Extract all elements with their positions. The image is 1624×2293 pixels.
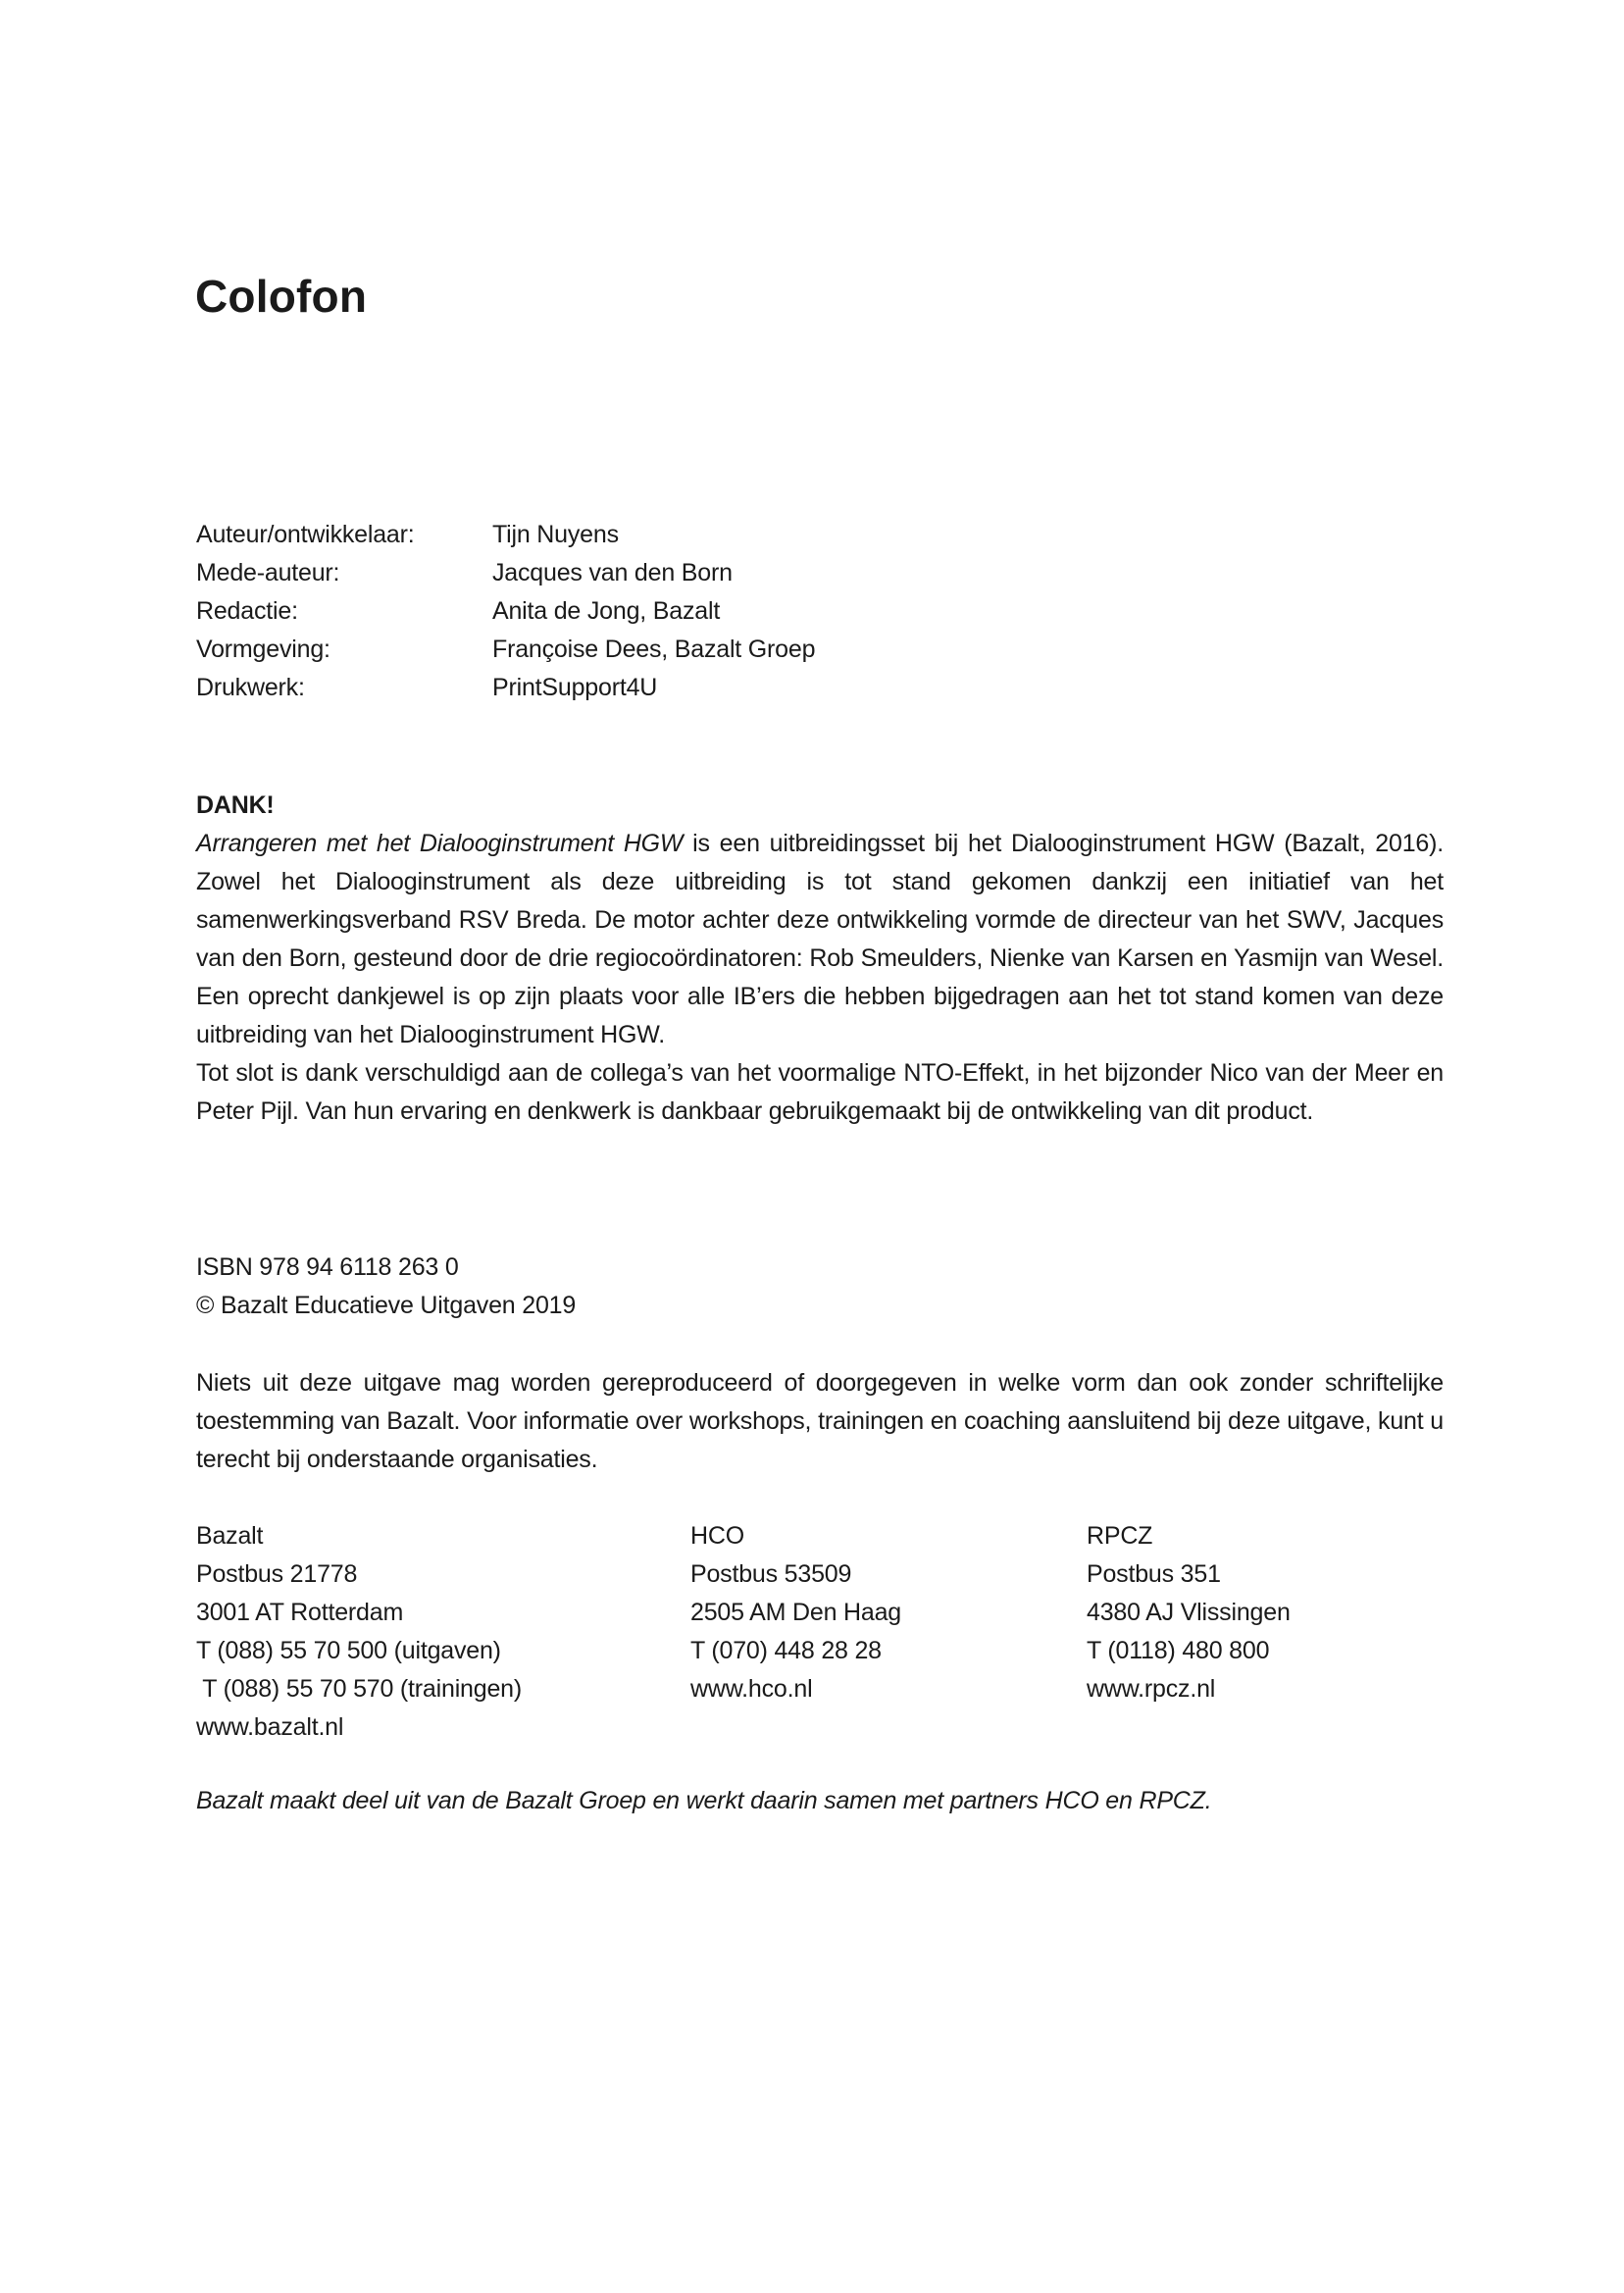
org-postbus: Postbus 53509 [690,1560,852,1588]
website-link[interactable]: www.rpcz.nl [1087,1675,1216,1703]
acknowledgements-text: is een uitbreidingsset bij het Dialooginstrument HGW (Bazalt, 2016). Zowel het Dialooginstrument als deze uitbreiding is tot stand gekomen dankzij een initiatief van het samenwerkingsverband RSV Breda. De motor achter deze ontwikkeling vormde de directeur van het SWV, Jacques van den Born, gesteund door de drie regiocoördinatoren: Rob Smeulders, Nienke van Karsen en Yasmijn van Wesel. Een oprecht dankjewel is op zijn plaats voor alle IB’ers die hebben bijgedragen aan het tot stand komen van deze uitbreiding van het Dialooginstrument HGW. [196,830,1444,1048]
acknowledgements-section [196,787,1444,1131]
org-website-link[interactable] [1087,1670,1291,1708]
credit-label: Redactie: [196,597,298,625]
org-postbus: Postbus 21778 [196,1560,358,1588]
organisation-addresses [196,1517,1444,1753]
credit-label: Drukwerk: [196,674,305,701]
credits-list [196,516,815,707]
org-website-link[interactable] [690,1670,901,1708]
isbn-block [196,1248,576,1325]
org-phone: T (070) 448 28 28 [690,1637,882,1664]
credit-label: Vormgeving: [196,636,330,663]
org-phone: T (0118) 480 800 [1087,1637,1270,1664]
acknowledgements-heading: DANK! [196,791,275,819]
org-city: 2505 AM Den Haag [690,1599,902,1626]
product-title-italic: Arrangeren met het Dialooginstrument HGW [196,830,684,857]
credit-label: Auteur/ontwikkelaar: [196,521,415,548]
credit-value: Françoise Dees, Bazalt Groep [492,636,816,663]
org-website-link[interactable] [196,1708,522,1747]
credit-value: Jacques van den Born [492,559,733,586]
acknowledgements-paragraph-1 [196,825,1444,1054]
address-rpcz [1087,1517,1291,1708]
credit-value: PrintSupport4U [492,674,658,701]
org-name: RPCZ [1087,1522,1153,1550]
website-link[interactable]: www.hco.nl [690,1675,813,1703]
credit-value: Tijn Nuyens [492,521,619,548]
credit-label: Mede-auteur: [196,559,340,586]
isbn-number: ISBN 978 94 6118 263 0 [196,1253,459,1281]
credit-row-design [196,631,815,669]
credit-value: Anita de Jong, Bazalt [492,597,721,625]
credit-row-author [196,516,815,554]
org-phone: T (088) 55 70 500 (uitgaven) [196,1637,501,1664]
credit-row-editing [196,592,815,631]
group-membership-note: Bazalt maakt deel uit van de Bazalt Groep en werkt daarin samen met partners HCO en RPCZ. [196,1787,1212,1814]
rights-statement: Niets uit deze uitgave mag worden gereproduceerd of doorgegeven in welke vorm dan ook zonder schriftelijke toestemming van Bazalt. Voor informatie over workshops, trainingen en coaching aansluitend bij deze uitgave, kunt u terecht bij onderstaande organisaties. [196,1369,1444,1473]
org-city: 4380 AJ Vlissingen [1087,1599,1291,1626]
org-postbus: Postbus 351 [1087,1560,1221,1588]
credit-row-co-author [196,554,815,592]
org-name: Bazalt [196,1522,264,1550]
org-city: 3001 AT Rotterdam [196,1599,404,1626]
address-bazalt [196,1517,522,1747]
address-hco [690,1517,901,1708]
page-title: Colofon [195,271,368,322]
acknowledgements-paragraph-2: Tot slot is dank verschuldigd aan de collega’s van het voormalige NTO-Effekt, in het bijzonder Nico van der Meer en Peter Pijl. Van hun ervaring en denkwerk is dankbaar gebruikgemaakt bij de ontwikkeling van dit product. [196,1059,1444,1125]
website-link[interactable]: www.bazalt.nl [196,1713,344,1741]
credit-row-printing [196,669,815,707]
org-name: HCO [690,1522,744,1550]
org-phone: T (088) 55 70 570 (trainingen) [196,1675,522,1703]
copyright-notice: © Bazalt Educatieve Uitgaven 2019 [196,1292,577,1319]
